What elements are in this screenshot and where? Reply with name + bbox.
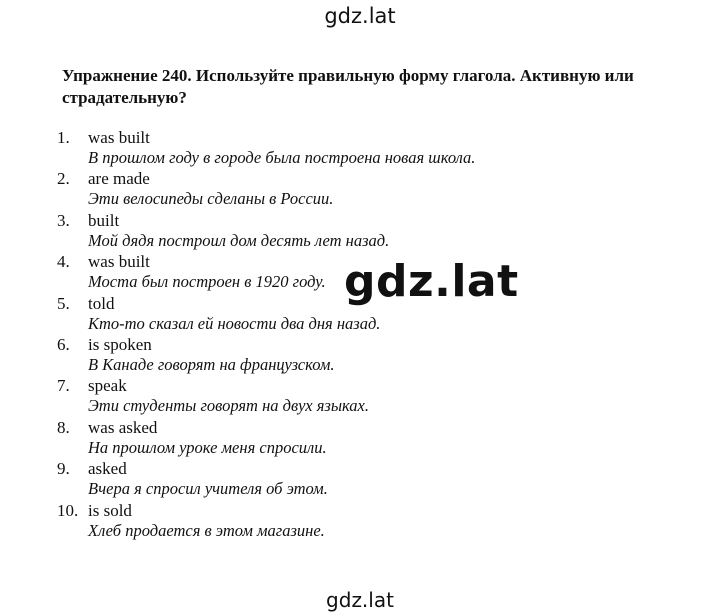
answer-number: 6. [57, 334, 70, 354]
answer-translation: Мой дядя построил дом десять лет назад. [88, 230, 390, 250]
site-header-label[interactable]: gdz.lat [324, 4, 396, 28]
answer-verb: are made [88, 169, 150, 189]
watermark-logo: gdz.lat [344, 256, 519, 307]
answer-verb: built [88, 210, 120, 230]
answer-number: 3. [57, 210, 70, 230]
answer-number: 7. [57, 376, 70, 396]
answer-verb: was asked [88, 417, 158, 437]
answer-number: 4. [57, 252, 70, 272]
answer-verb: was built [88, 128, 150, 147]
answer-number: 10. [57, 500, 79, 520]
answer-number: 2. [57, 169, 70, 189]
answer-number: 1. [57, 128, 70, 147]
answer-verb: asked [88, 459, 127, 479]
answer-translation: В прошлом году в городе была построена новая школа. [88, 148, 476, 167]
site-footer-label[interactable]: gdz.lat [326, 588, 394, 612]
answer-verb: told [88, 293, 115, 313]
answer-translation: Эти студенты говорят на двух языках. [88, 396, 370, 416]
answer-verb: speak [88, 376, 127, 396]
answer-verb: is spoken [88, 334, 152, 354]
answer-translation: Моста был построен в 1920 году. [88, 272, 326, 292]
answer-translation: Хлеб продается в этом магазине. [88, 520, 325, 540]
exercise-heading: Упражнение 240. Используйте правильную форму глагола. Активную или страдательную? [62, 66, 634, 107]
answer-number: 9. [57, 459, 70, 479]
answer-translation: Вчера я спросил учителя об этом. [88, 479, 328, 499]
answer-translation: Кто-то сказал ей новости два дня назад. [88, 313, 381, 333]
answer-translation: На прошлом уроке меня спросили. [88, 437, 327, 457]
answer-verb: is sold [88, 500, 132, 520]
answer-number: 8. [57, 417, 70, 437]
answer-translation: В Канаде говорят на французском. [88, 354, 335, 374]
answer-translation: Эти велосипеды сделаны в России. [88, 189, 334, 209]
answer-verb: was built [88, 252, 150, 272]
answer-number: 5. [57, 293, 70, 313]
